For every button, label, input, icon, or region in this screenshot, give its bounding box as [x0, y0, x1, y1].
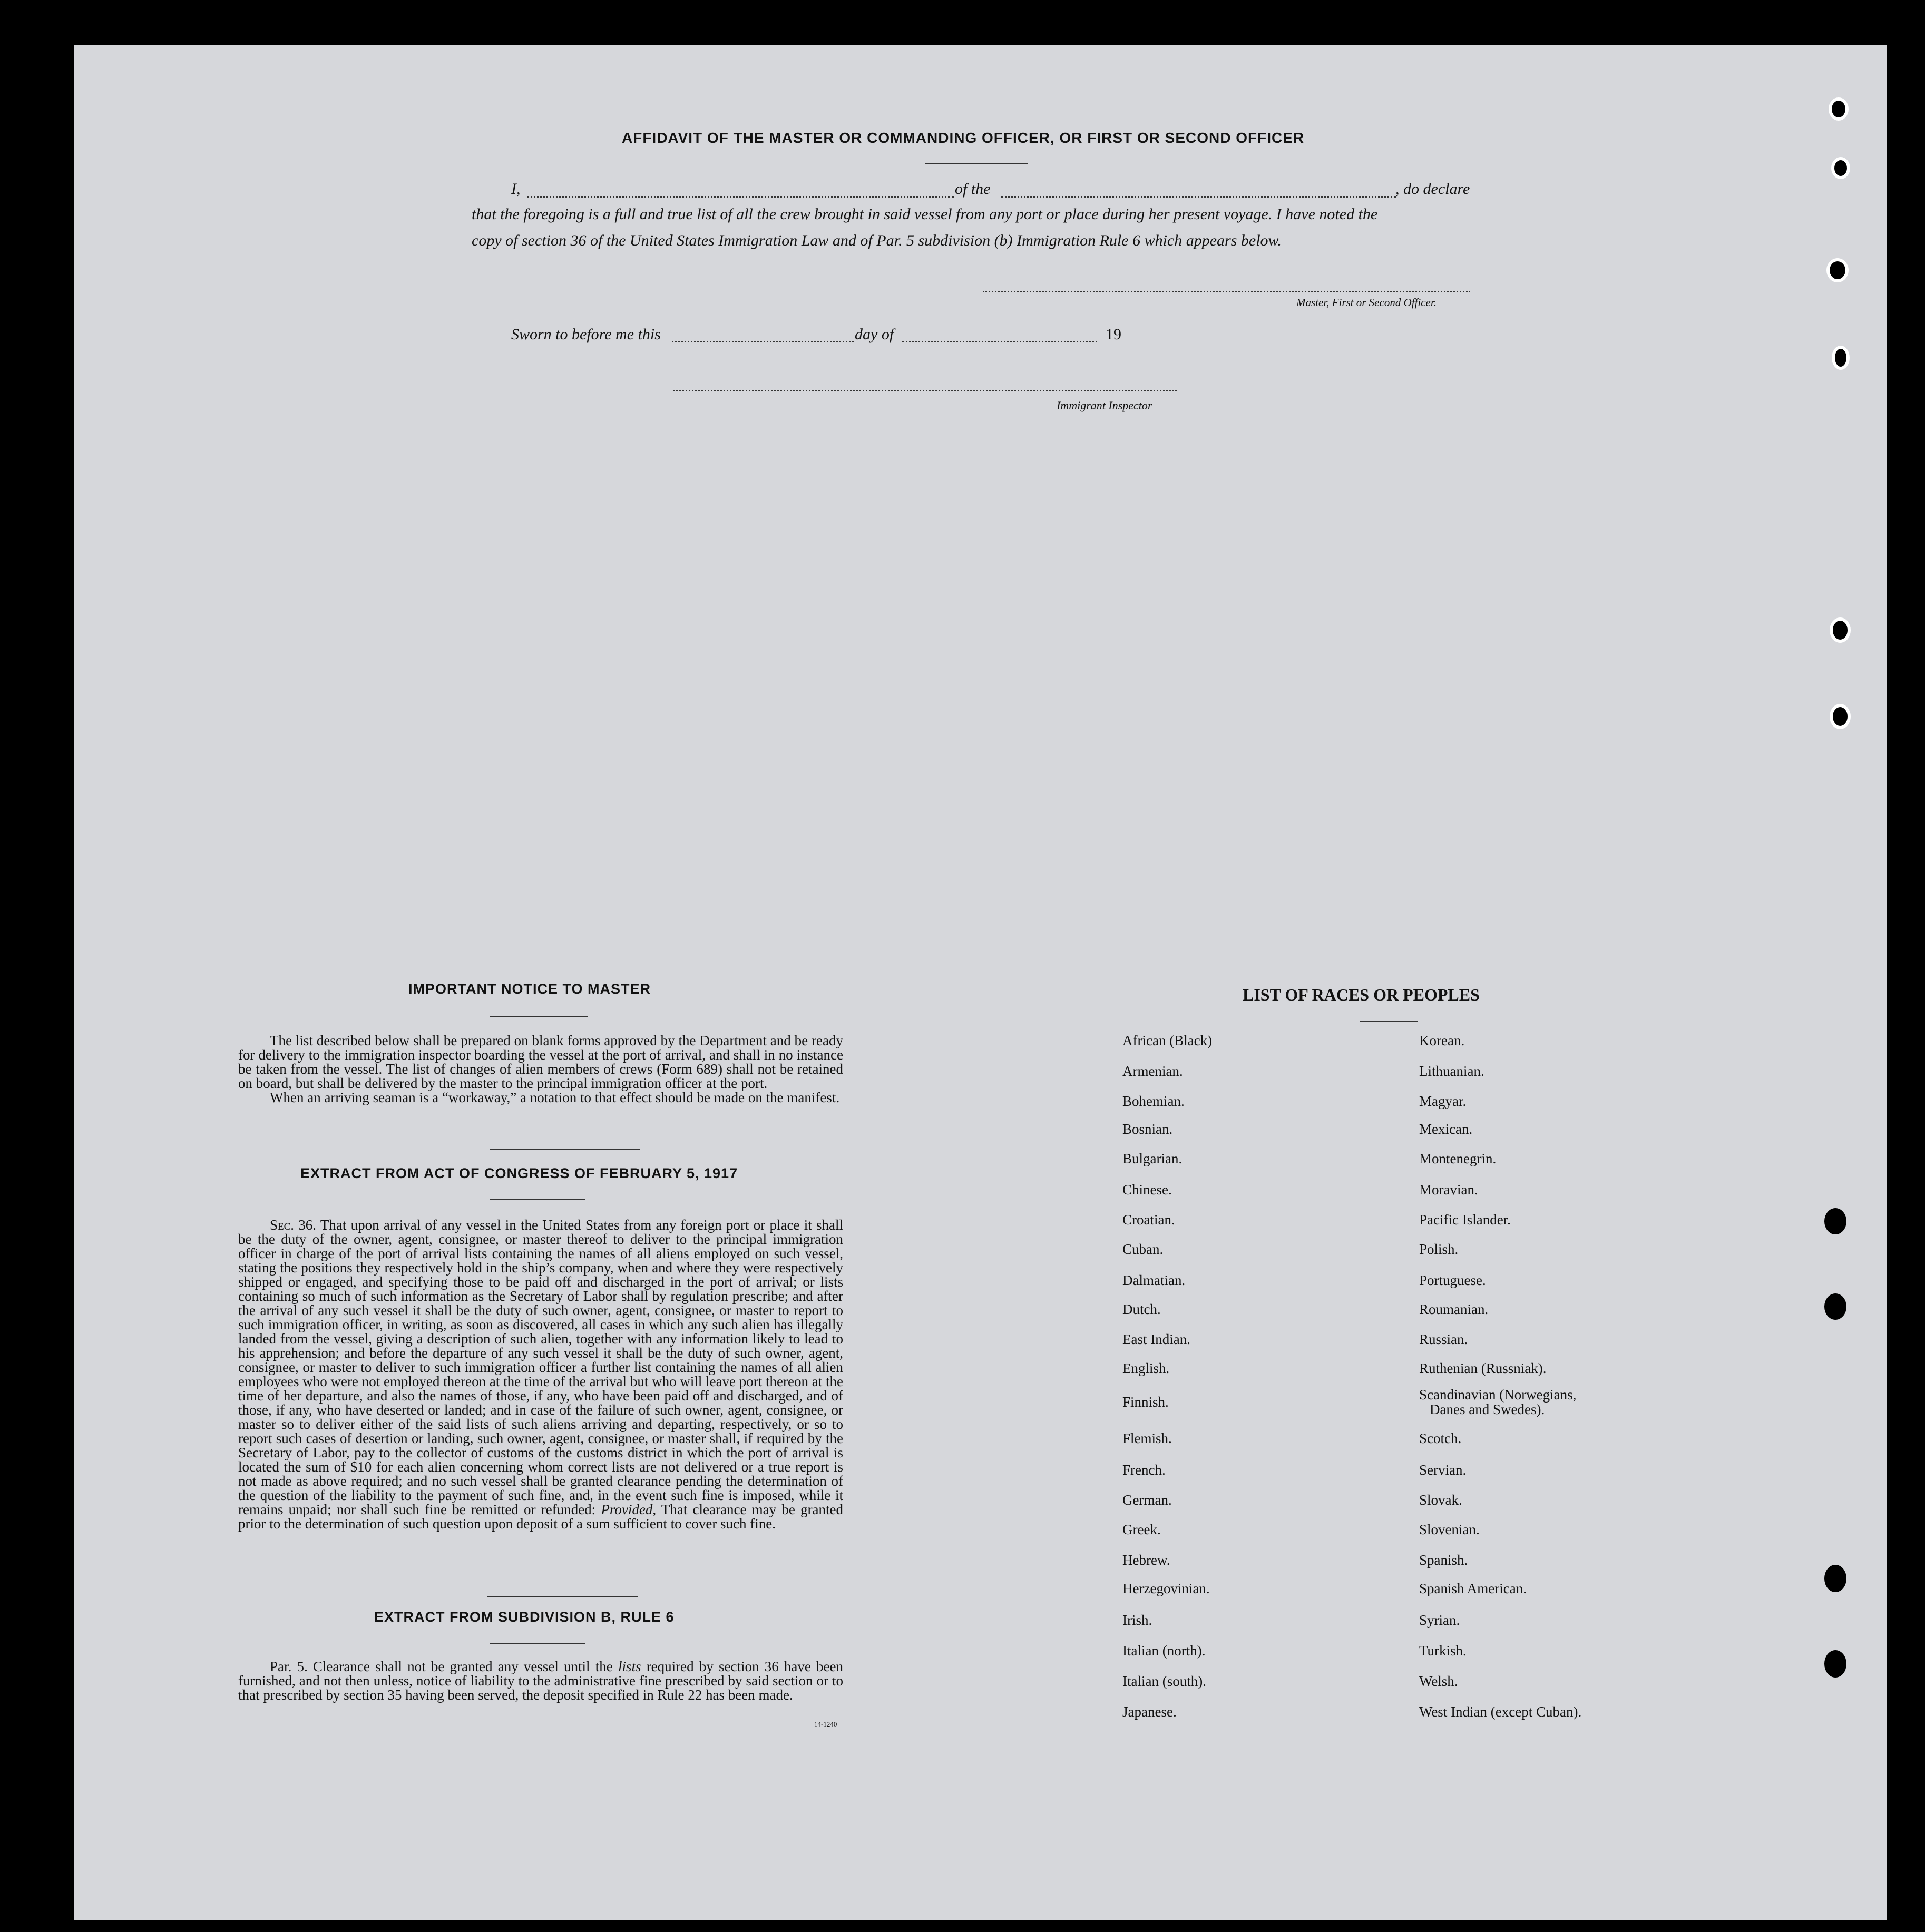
inspector-signature-field[interactable]: [673, 390, 1177, 391]
race-item: Korean.: [1419, 1033, 1465, 1048]
race-item: Syrian.: [1419, 1612, 1460, 1628]
race-item: Armenian.: [1122, 1063, 1183, 1079]
race-item: French.: [1122, 1462, 1166, 1478]
master-name-field[interactable]: [527, 196, 954, 198]
race-item: Montenegrin.: [1419, 1151, 1497, 1166]
race-item: Servian.: [1419, 1462, 1467, 1478]
extract-rule-title: EXTRACT FROM SUBDIVISION B, RULE 6: [374, 1609, 675, 1625]
form-number: 14-1240: [814, 1720, 837, 1728]
extract-act-title-rule: [490, 1199, 585, 1200]
race-item: English.: [1122, 1360, 1170, 1376]
race-item: Bohemian.: [1122, 1093, 1185, 1109]
extract-act-end-rule: [487, 1596, 638, 1597]
affidavit-of-the: of the: [955, 180, 991, 198]
binder-hole: [1826, 258, 1849, 282]
race-item: Spanish.: [1419, 1552, 1468, 1568]
race-item: Portuguese.: [1419, 1272, 1486, 1288]
extract-act-title: EXTRACT FROM ACT OF CONGRESS OF FEBRUARY 5, 1917: [300, 1165, 738, 1181]
sec-36-text: That upon arrival of any vessel in the United States from any foreign port or place it shall be the duty of the owner, agent, consignee, or master thereof to deliver to the principal immigration officer in charge of the port of arrival lists containing the names of all aliens employed on such vessel, stating the positions they respectively hold in the ship’s company, when and where they were respectively shipped or engaged, and specifying those to be paid off and discharged in the port of arrival; or lists containing so much of such information as the Secretary of Labor shall by regulation prescribe; and after the arrival of any such vessel it shall be the duty of such owner, agent, consignee, or master to report to such immigration officer, in writing, as soon as discovered, all cases in which any such alien has illegally landed from the vessel, giving a description of such alien, together with any information likely to lead to his apprehension; and before the departure of any such vessel it shall be the duty of such owner, agent, consignee, or master to deliver to such immigration officer a further list containing the names of all alien employees who were not employed thereon at the time of the arrival but who will leave port thereon at the time of her departure, and also the names of those, if any, who have been paid off and discharged, and of those, if any, who have deserted or landed; and in case of the failure of such owner, agent, consignee, or master so to deliver either of the said lists of such aliens arriving and departing, respectively, or so to report such cases of desertion or landing, such owner, agent, consignee, or master shall, if required by the Secretary of Labor, pay to the collector of customs of the customs district in which the port of arrival is located the sum of $10 for each alien concerning whom correct lists are not delivered or a true report is not made as above required; and no such vessel shall be granted clearance pending the determination of the question of the liability to the payment of such fine, and, in the event such fine is imposed, while it remains unpaid; nor shall such fine be remitted or refunded:: [238, 1217, 844, 1517]
race-item: East Indian.: [1122, 1331, 1190, 1347]
binder-hole: [1830, 617, 1851, 643]
race-item: Slovak.: [1419, 1492, 1462, 1508]
rule-text-end: required by section 36 have been furnished, and not then unless, notice of liability to the administrative fine prescribed by said section or to that prescribed by section 35 having been served, the deposit specified in Rule 22 has been made.: [238, 1659, 844, 1703]
race-item: Magyar.: [1419, 1093, 1467, 1109]
race-item: Bosnian.: [1122, 1121, 1173, 1137]
binder-hole: [1829, 97, 1849, 121]
race-item: Italian (north).: [1122, 1643, 1206, 1659]
notice-title: IMPORTANT NOTICE TO MASTER: [408, 981, 651, 997]
race-item: Cuban.: [1122, 1241, 1164, 1257]
extract-act-text: [238, 1218, 843, 1531]
sworn-month-field[interactable]: [902, 341, 1097, 342]
race-item: Russian.: [1419, 1331, 1468, 1347]
rule-text-start: Par. 5. Clearance shall not be granted any vessel until the: [270, 1659, 613, 1674]
notice-para-1: The list described below shall be prepared on blank forms approved by the Department and be ready for delivery to the immigration inspector boarding the vessel at the port of arrival, and shall in no instance be taken from the vessel. The list of changes of alien members of crews (Form 689) shall not be retained on board, but shall be delivered by the master to the principal immigration officer at the port.: [238, 1033, 843, 1091]
master-signature-label: Master, First or Second Officer.: [1296, 296, 1437, 309]
extract-rule-text: [238, 1660, 843, 1702]
form-sheet: [74, 45, 1887, 1920]
races-title-rule: [1360, 1021, 1418, 1022]
master-signature-field[interactable]: [983, 291, 1470, 292]
notice-end-rule: [490, 1149, 640, 1150]
notice-title-rule: [490, 1016, 588, 1017]
notice-text: [238, 1034, 843, 1105]
notice-para-2: When an arriving seaman is a “workaway,” a notation to that effect should be made on the manifest.: [270, 1090, 840, 1105]
race-item: Flemish.: [1122, 1430, 1172, 1446]
races-title: LIST OF RACES OR PEOPLES: [1243, 985, 1480, 1004]
day-of-text: day of: [855, 326, 894, 343]
affidavit-i: I,: [511, 180, 521, 198]
binder-hole: [1831, 157, 1850, 179]
provided-word: Provided,: [601, 1502, 657, 1517]
sworn-text: Sworn to before me this: [511, 326, 661, 343]
race-item: Bulgarian.: [1122, 1151, 1183, 1166]
race-item: Italian (south).: [1122, 1673, 1206, 1689]
affidavit-line3: copy of section 36 of the United States Immigration Law and of Par. 5 subdivision (b) Immigration Rule 6 which appears below.: [472, 232, 1282, 249]
race-item: Slovenian.: [1419, 1522, 1480, 1537]
lists-word: lists: [618, 1659, 641, 1674]
sec-36-text-end: That clearance may be granted prior to the determination of such question upon deposit of a sum sufficient to cover such fine.: [238, 1502, 844, 1532]
race-item: Greek.: [1122, 1522, 1161, 1537]
race-item: Hebrew.: [1122, 1552, 1170, 1568]
extract-rule-title-rule: [490, 1643, 585, 1644]
race-item: Spanish American.: [1419, 1581, 1527, 1596]
binder-hole: [1824, 1565, 1846, 1592]
sec-label: Sec. 36.: [270, 1217, 317, 1233]
race-item: Turkish.: [1419, 1643, 1467, 1659]
race-item: Mexican.: [1419, 1121, 1473, 1137]
race-item: Irish.: [1122, 1612, 1152, 1628]
race-item: Japanese.: [1122, 1704, 1177, 1720]
race-scandinavian-line2: Danes and Swedes).: [1430, 1401, 1545, 1417]
race-item: Scotch.: [1419, 1430, 1462, 1446]
race-item: African (Black): [1122, 1033, 1213, 1048]
race-item: Scandinavian (Norwegians,: [1419, 1387, 1577, 1403]
vessel-name-field[interactable]: [1001, 196, 1396, 198]
affidavit-line2: that the foregoing is a full and true list of all the crew brought in said vessel from any port or place during her present voyage. I have noted the: [472, 205, 1378, 223]
race-item: Dutch.: [1122, 1301, 1161, 1317]
binder-hole: [1824, 1650, 1846, 1678]
race-item: West Indian (except Cuban).: [1419, 1704, 1582, 1720]
affidavit-title-rule: [925, 163, 1028, 164]
race-item: Ruthenian (Russniak).: [1419, 1360, 1547, 1376]
race-item: Chinese.: [1122, 1182, 1172, 1198]
inspector-label: Immigrant Inspector: [1057, 399, 1152, 412]
race-item: Roumanian.: [1419, 1301, 1489, 1317]
race-item: Dalmatian.: [1122, 1272, 1186, 1288]
race-item: German.: [1122, 1492, 1172, 1508]
binder-hole: [1824, 1293, 1846, 1320]
race-item: Pacific Islander.: [1419, 1212, 1511, 1228]
race-item: Herzegovinian.: [1122, 1581, 1210, 1596]
race-item: Croatian.: [1122, 1212, 1175, 1228]
race-item: Welsh.: [1419, 1673, 1458, 1689]
binder-hole: [1830, 704, 1851, 729]
sworn-year: 19: [1106, 326, 1121, 343]
race-item: Polish.: [1419, 1241, 1459, 1257]
race-item: Moravian.: [1419, 1182, 1478, 1198]
binder-hole: [1832, 346, 1850, 370]
affidavit-declare: , do declare: [1395, 180, 1470, 198]
binder-hole: [1824, 1208, 1846, 1234]
affidavit-title: AFFIDAVIT OF THE MASTER OR COMMANDING OFFICER, OR FIRST OR SECOND OFFICER: [622, 130, 1305, 146]
race-item: Lithuanian.: [1419, 1063, 1484, 1079]
sworn-day-field[interactable]: [672, 341, 854, 342]
race-item: Finnish.: [1122, 1394, 1169, 1410]
